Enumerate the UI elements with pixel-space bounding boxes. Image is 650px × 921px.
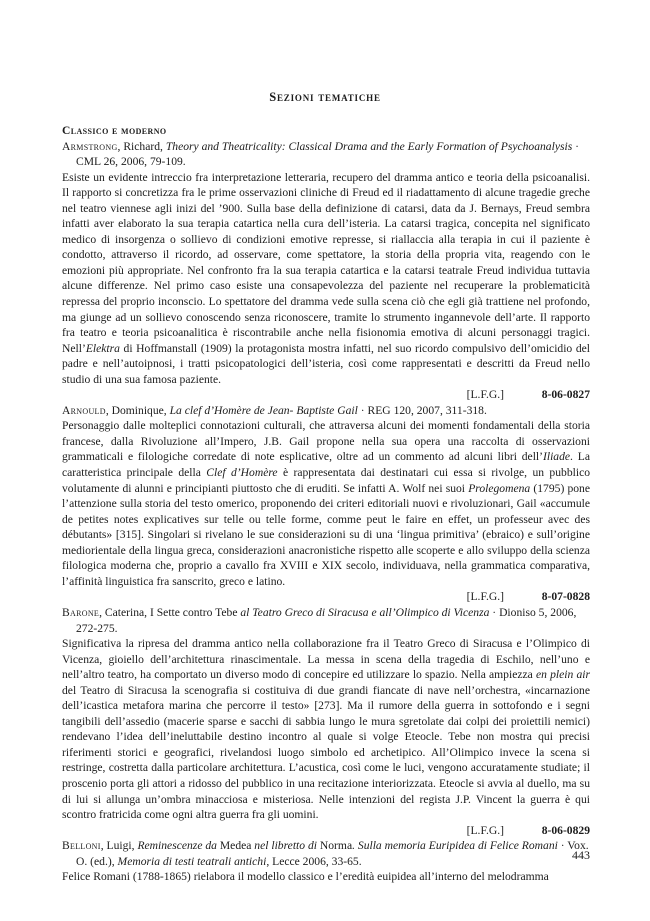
abstract-text-end: di Hoffmanstall (1909) la protagonista mostra infatti, nel suo ricordo compulsivo dell’omicidio del padre e nell’autoipnosi, i tratti psicopatologici dell’isteria, così come rappresentati e descritti da Freud nello studio di una sua famosa paziente. — [62, 341, 590, 386]
entry-initials: [L.F.G.] — [466, 388, 504, 402]
page-content — [62, 123, 590, 885]
entry-initials: [L.F.G.] — [466, 590, 504, 604]
entry-code: 8-06-0827 — [541, 388, 590, 402]
bibliography-entry — [62, 838, 590, 885]
entry-title: al Teatro Greco di Siracusa e all’Olimpico di Vicenza — [240, 605, 490, 619]
abstract-text-mid: . La caratteristica principale della — [62, 450, 590, 480]
entry-title: de Jean- Baptiste Gail — [253, 403, 358, 417]
entry-citation: · REG 120, 2007, 311-318. — [357, 403, 487, 417]
entry-code: 8-07-0828 — [541, 590, 590, 604]
abstract-text-mid: è rappresentata dai destinatari cui essa si rivolge, un pubblico volutamente di alunni e principianti piuttosto che di eruditi. Se infatti A. Wolf nei suoi — [62, 466, 591, 495]
entry-abstract — [62, 869, 590, 885]
entry-initials: [L.F.G.] — [466, 823, 504, 837]
entry-citation-end: , Lecce 2006, 33-65. — [266, 854, 362, 868]
entry-citation-title: Memoria di testi teatrali antichi — [117, 854, 267, 868]
entry-author-rest: , Dominique, — [105, 403, 170, 417]
entry-footer — [62, 387, 590, 403]
abstract-italic: Clef d’Homère — [206, 466, 278, 480]
entry-author-rest: , Luigi, — [100, 839, 138, 853]
entry-author: Barone — [62, 605, 100, 619]
section-title: Sezioni tematiche — [269, 90, 381, 104]
entry-author: Belloni — [62, 839, 101, 853]
bibliography-entry — [62, 403, 590, 605]
entry-footer — [62, 823, 590, 839]
entry-title: nel libretto di — [251, 839, 320, 853]
abstract-text: Felice Romani (1788-1865) rielabora il modello classico e l’eredità euipidea all’interno del melodramma — [62, 870, 549, 884]
entry-citation: · CML 26, 2006, 79-109. — [76, 139, 579, 169]
entry-title-part: I Sette contro Tebe — [149, 605, 241, 619]
entry-author: Arnould — [62, 403, 106, 417]
bibliography-entry — [62, 139, 590, 403]
entry-abstract — [62, 170, 590, 388]
abstract-text: Significativa la ripresa del dramma antico nella collaborazione fra il Teatro Greco di Siracusa e l’Olimpico di Vicenza, gioiello dell’architettura rinascimentale. La messa in scena della tragedia di Eschilo, nell’uno e nell’altro teatro, ha comportato un diverso modo di concepire ed utilizzare lo spazio. Nella ampiezza — [62, 637, 590, 682]
abstract-text-end: (1795) pone l’attenzione sulla storia del testo omerico, proponendo dei criteri editoriali nuovi e rivoluzionari, Gail «accumule de petites notes explicatives sur telle ou telle forme, comme peut le faire en effet, un professeur avec des débutants» [315]. Singolari si rivelano le sue considerazioni su di una ‘lingua primitiva’ (ebraico) e sull’origine mediorientale della lingua greca, considerazioni anacronistiche rispetto alle scoperte e allo sviluppo della scienza filologica moderna che, proprio a cavallo fra XVIII e XIX secolo, individuava, nella grammatica comparativa, l’affinità linguistica fra sanscrito, greco e latino. — [62, 481, 590, 588]
entry-reference — [62, 139, 590, 170]
abstract-italic: Prolegomena — [468, 481, 531, 495]
bibliography-entry — [62, 605, 590, 838]
entry-reference — [62, 403, 590, 419]
entry-citation: · Vox. O. (ed.), — [76, 839, 589, 868]
entry-author: Armstrong — [62, 139, 118, 153]
entry-reference — [62, 838, 590, 869]
entry-title: Reminescenze da — [137, 839, 220, 853]
page-number: 443 — [572, 848, 590, 862]
entry-abstract — [62, 418, 590, 589]
entry-footer — [62, 589, 590, 605]
entry-author-rest: , Richard, — [117, 139, 166, 153]
subsection-title: Classico e moderno — [62, 124, 167, 137]
abstract-text: Personaggio dalle molteplici connotazioni culturali, che attraversa alcuni dei momenti fondamentali della storia francese, dalla Rivoluzione all’Impero, J.B. Gail propone nella sua opera una raccolta di osservazioni grammaticali e filologiche corredate di note esplicative, oltre ad un commento ad alcuni libri dell’ — [62, 419, 590, 464]
entry-citation: · Dioniso 5, 2006, 272-275. — [76, 605, 577, 635]
abstract-text-end: del Teatro di Siracusa la scenografia si costituiva di due grandi fiancate di nave nell’orchestra, «incarnazione dell’icastica metafora marina che percorre il testo» [273]. Ma il rumore della guerra in sottofondo e i segni tangibili dell’assedio (macerie sparse e sacchi di sabbia lungo le mura sgretolate dai colpi dei proiettili nemici) rendevano l’idea dell’ineluttabile destino incontro al quale si volge Eteocle. Tebe non mostra qui precisi riferimenti storici e geografici, rivelandosi luogo simbolo ed archetipico. All’Olimpico invece la scena si restringe, costretta dalla particolare architettura. L’acustica, così come le luci, vengono accuratamente studiate; il proscenio porta gli attori a ridosso del pubblico in una recitazione interiorizzata. Eteocle si avvia al duello, ma su di lui si allunga un’ombra minacciosa e misteriosa. Nelle intenzioni del regista J.P. Vincent la guerra è qui scontro fratricida come ogni altra guerra fra gli uomini. — [62, 683, 590, 822]
abstract-italic: Iliade — [543, 450, 571, 464]
abstract-italic: en plein air — [535, 668, 591, 682]
entry-title: . Sulla memoria Euripidea di Felice Romani — [352, 839, 558, 853]
abstract-text: Esiste un evidente intreccio fra interpretazione letteraria, recupero del dramma antico e teoria della psicoanalisi. Il rapporto si concretizza fra le prime osservazioni cliniche di Freud ed il riadattamento di alcune tragedie greche nel teatro viennese agli inizi del ’900. Sulla base della definizione di catarsi, data da J. Bernays, Freud sembra infatti aver elaborato la sua terapia catartica nella cura dell’isteria. La catarsi tragica, concepita nel significato medico di insorgenza o sollievo di condizioni emotive represse, si riallaccia alla terapia in cui il paziente è condotto, attraverso il ricordo, ad osservare, come spettatore, la storia della propria vita, reagendo con le emozioni più appropriate. Nel confronto fra la sua terapia catartica e la catarsi teatrale Freud individua tuttavia alcune differenze. Nel primo caso esiste una consapevolezza del paziente nel recuperare la problematicità repressa del proprio inconscio. Lo spettatore del dramma vede sulla scena ciò che egli già trattiene nel profondo, ma giunge ad un sollievo conoscendo senza riconoscere, tramite lo strumento ingannevole dell’arte. Il rapporto fra teatro e teoria psicoanalitica è riscontrabile anche nella fisionomia emotiva di alcuni personaggi tragici. Nell’ — [62, 170, 590, 355]
entry-title: Theory and Theatricality: Classical Drama and the Early Formation of Psychoanalysis — [165, 139, 573, 153]
abstract-italic: Elektra — [85, 341, 120, 355]
entry-code: 8-06-0829 — [541, 823, 590, 837]
entry-title-part: La clef d’Homère — [169, 403, 254, 417]
entry-title-part: Norma — [319, 839, 353, 853]
entry-reference — [62, 605, 590, 636]
entry-abstract — [62, 636, 590, 823]
entry-author-rest: , Caterina, — [99, 605, 150, 619]
entry-title-part: Medea — [219, 839, 252, 853]
